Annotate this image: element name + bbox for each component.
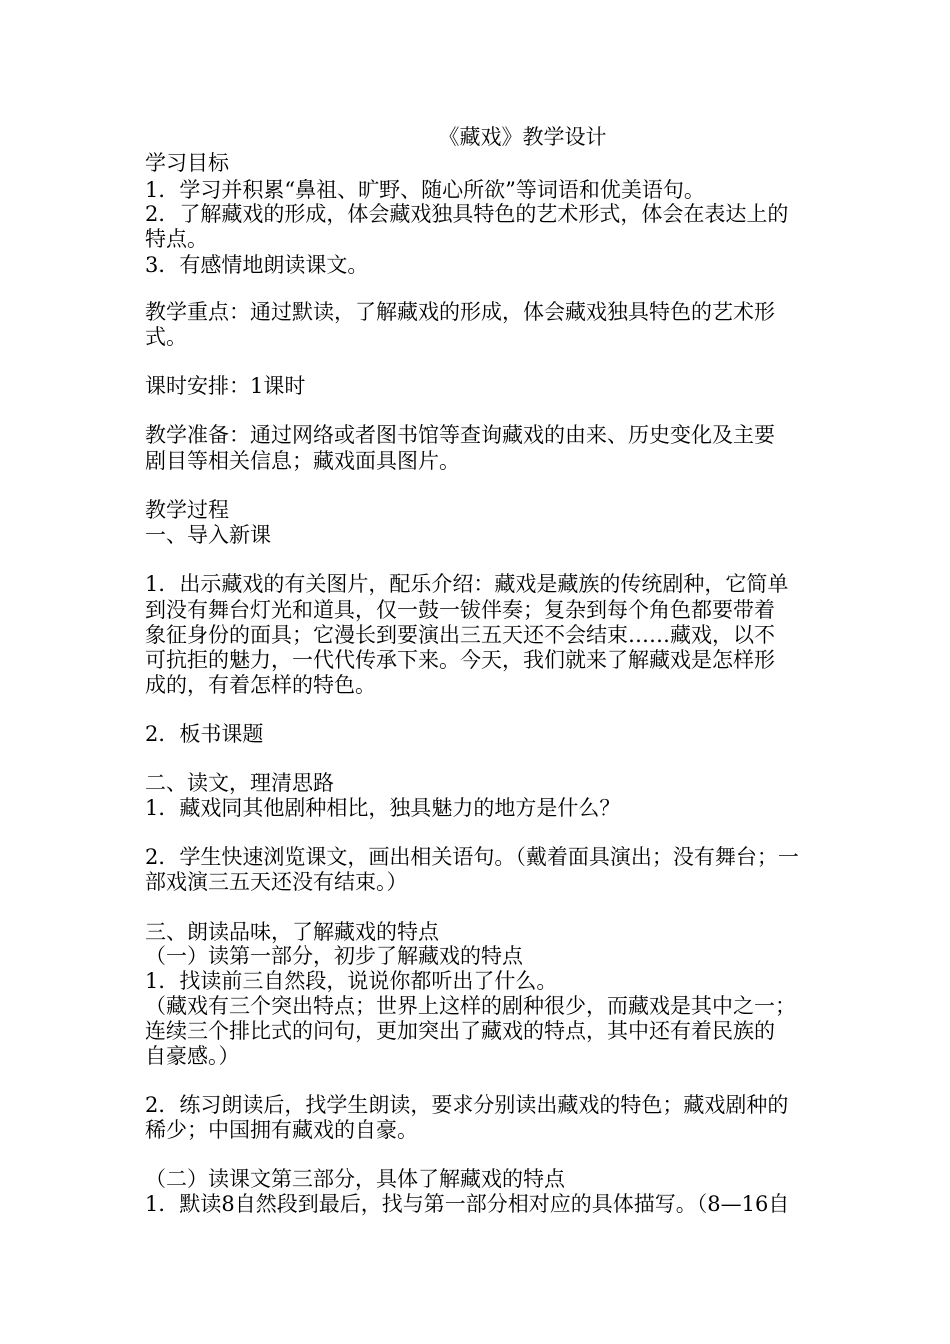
text-line: 连续三个排比式的问句，更加突出了藏戏的特点，其中还有着民族的 bbox=[145, 1019, 775, 1043]
text-line: 自豪感。） bbox=[145, 1044, 240, 1068]
text-line: 1．藏戏同其他剧种相比，独具魅力的地方是什么？ bbox=[145, 796, 621, 820]
text-line: 象征身份的面具；它漫长到要演出三五天还不会结束……藏戏，以不 bbox=[145, 623, 775, 647]
subsection-heading: （一）读第一部分，初步了解藏戏的特点 bbox=[145, 944, 523, 968]
section-heading: 一、导入新课 bbox=[145, 523, 271, 547]
text-line: 特点。 bbox=[145, 227, 208, 251]
section-heading: 三、朗读品味，了解藏戏的特点 bbox=[145, 920, 439, 944]
text-line: 2．了解藏戏的形成，体会藏戏独具特色的艺术形式，体会在表达上的 bbox=[145, 202, 789, 226]
text-line: （藏戏有三个突出特点；世界上这样的剧种很少，而藏戏是其中之一； bbox=[145, 994, 796, 1018]
text-line: 1．学习并积累“鼻祖、旷野、随心所欲”等词语和优美语句。 bbox=[145, 178, 705, 202]
text-line: 到没有舞台灯光和道具，仅一鼓一钹伴奏；复杂到每个角色都要带着 bbox=[145, 598, 775, 622]
text-line: 1．默读8自然段到最后，找与第一部分相对应的具体描写。（8—16自 bbox=[145, 1192, 790, 1216]
text-line: 稀少；中国拥有藏戏的自豪。 bbox=[145, 1118, 418, 1142]
text-line: 1．找读前三自然段，说说你都听出了什么。 bbox=[145, 969, 558, 993]
section-heading: 二、读文，理清思路 bbox=[145, 771, 334, 795]
text-line: 2．学生快速浏览课文，画出相关语句。（戴着面具演出；没有舞台；一 bbox=[145, 845, 799, 869]
text-line: 2．板书课题 bbox=[145, 722, 264, 746]
text-line: 3．有感情地朗读课文。 bbox=[145, 253, 369, 277]
subsection-heading: （二）读课文第三部分，具体了解藏戏的特点 bbox=[145, 1167, 565, 1191]
text-line: 成的，有着怎样的特色。 bbox=[145, 673, 376, 697]
text-line: 2．练习朗读后，找学生朗读，要求分别读出藏戏的特色；藏戏剧种的 bbox=[145, 1093, 789, 1117]
text-line: 教学重点：通过默读，了解藏戏的形成，体会藏戏独具特色的艺术形 bbox=[145, 300, 775, 324]
text-line: 课时安排：1课时 bbox=[145, 374, 306, 398]
section-heading: 学习目标 bbox=[145, 151, 229, 175]
section-heading: 教学过程 bbox=[145, 498, 229, 522]
document-title: 《藏戏》教学设计 bbox=[438, 125, 607, 149]
text-line: 式。 bbox=[145, 325, 187, 349]
text-line: 可抗拒的魅力，一代代传承下来。今天，我们就来了解藏戏是怎样形 bbox=[145, 648, 775, 672]
text-line: 剧目等相关信息；藏戏面具图片。 bbox=[145, 449, 460, 473]
text-line: 部戏演三五天还没有结束。） bbox=[145, 870, 408, 894]
text-line: 1．出示藏戏的有关图片，配乐介绍：藏戏是藏族的传统剧种，它简单 bbox=[145, 572, 789, 596]
text-line: 教学准备：通过网络或者图书馆等查询藏戏的由来、历史变化及主要 bbox=[145, 423, 775, 447]
